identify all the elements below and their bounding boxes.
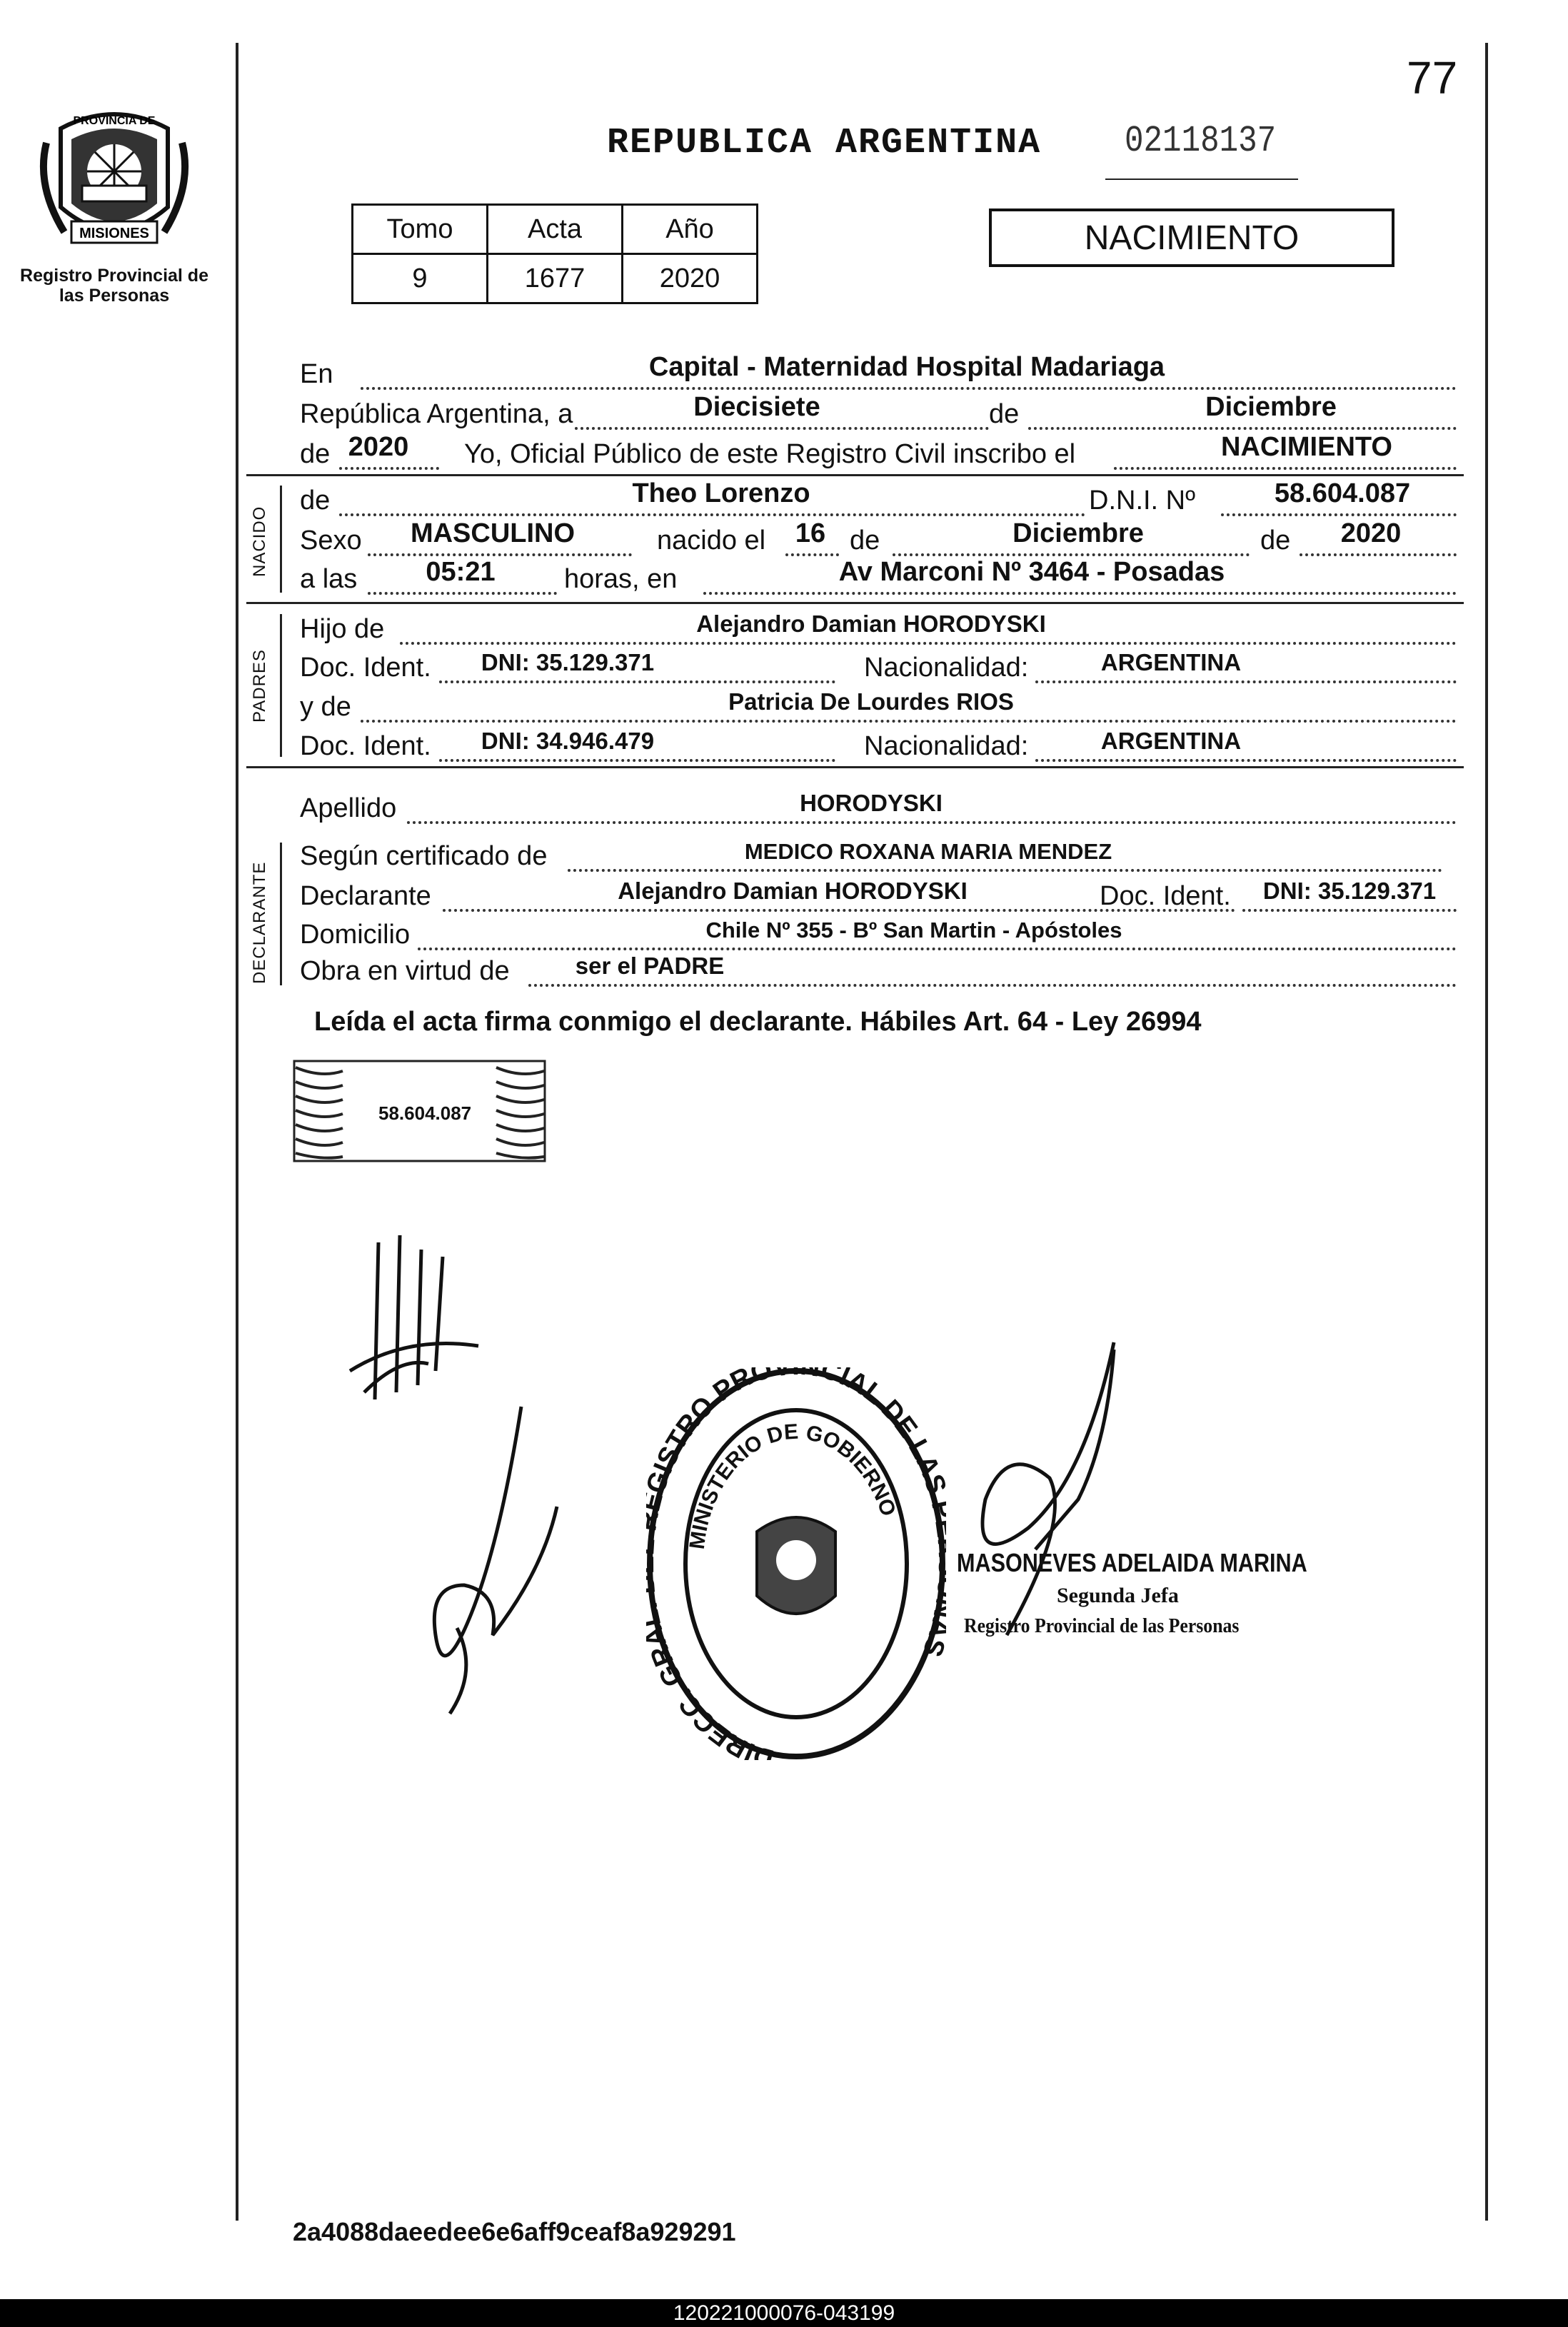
- dots: [785, 553, 839, 556]
- row-surname: [300, 791, 1457, 827]
- table-value-anio: 2020: [623, 254, 758, 303]
- logo-caption: Registro Provincial de las Personas: [20, 266, 208, 306]
- label-nacido-el: nacido el: [657, 526, 766, 556]
- serial-underline: [1105, 179, 1298, 180]
- row-father-doc: [300, 650, 1457, 686]
- label-obra: Obra en virtud de: [300, 956, 510, 986]
- value-father-doc: DNI: 35.129.371: [481, 649, 655, 675]
- dots: [568, 869, 1442, 872]
- record-type-box: NACIMIENTO: [989, 208, 1394, 267]
- value-time: 05:21: [426, 557, 496, 587]
- divider: [246, 602, 1464, 604]
- section-bracket: [280, 843, 282, 985]
- dots: [528, 984, 1457, 987]
- value-virtue: ser el PADRE: [575, 953, 725, 979]
- divider: [246, 474, 1464, 476]
- value-act: NACIMIENTO: [1221, 432, 1392, 462]
- official-stamp: [646, 1367, 946, 1760]
- value-address: Chile Nº 355 - Bº San Martin - Apóstoles: [705, 918, 1122, 943]
- value-place: Capital - Maternidad Hospital Madariaga: [648, 352, 1165, 382]
- label-de-2: de: [850, 526, 880, 556]
- table-header-anio: Año: [623, 205, 758, 254]
- label-de: de: [989, 399, 1020, 429]
- country-title: REPUBLICA ARGENTINA: [607, 123, 1042, 164]
- dots: [893, 553, 1250, 556]
- official-office: Registro Provincial de las Personas: [964, 1615, 1240, 1637]
- section-label-padres: PADRES: [250, 649, 269, 723]
- label-official: Yo, Oficial Público de este Registro Civil inscribo el: [464, 439, 1076, 469]
- footer-id: 120221000076-043199: [0, 2299, 1568, 2327]
- official-title: Segunda Jefa: [1057, 1584, 1179, 1607]
- value-mother-nat: ARGENTINA: [1100, 728, 1242, 754]
- dots: [1035, 680, 1457, 683]
- dots: [368, 592, 557, 595]
- value-birth-year: 2020: [1340, 518, 1402, 548]
- section-label-nacido: NACIDO: [250, 506, 269, 577]
- table-header-tomo: Tomo: [353, 205, 488, 254]
- logo-bottom-text: MISIONES: [79, 226, 149, 241]
- dots: [407, 821, 1457, 824]
- serial-number: 02118137: [1125, 120, 1277, 162]
- dots: [339, 467, 439, 470]
- label-doc-ident: Doc. Ident.: [300, 653, 431, 683]
- value-birth-place: Av Marconi Nº 3464 - Posadas: [838, 557, 1225, 587]
- dots: [703, 592, 1457, 595]
- label-de: de: [300, 486, 331, 516]
- label-hijo-de: Hijo de: [300, 614, 385, 644]
- value-father: Alejandro Damian HORODYSKI: [696, 610, 1046, 637]
- label-declarante: Declarante: [300, 881, 431, 911]
- row-en: [300, 352, 1457, 393]
- official-name: MASONEVES ADELAIDA MARINA: [957, 1548, 1307, 1577]
- footnote-text: Leída el acta firma conmigo el declarante. Hábiles Art. 64 - Ley 26994: [314, 1007, 1202, 1037]
- dots: [400, 642, 1457, 645]
- label-apellido: Apellido: [300, 793, 397, 823]
- section-bracket: [280, 486, 282, 593]
- document-hash: 2a4088daeedee6e6aff9ceaf8a929291: [293, 2217, 736, 2246]
- row-birth-time: [300, 557, 1457, 598]
- row-official: [300, 432, 1457, 473]
- dots: [1114, 467, 1457, 470]
- row-virtue: [300, 954, 1457, 990]
- province-logo: [32, 100, 196, 264]
- label-nacionalidad: Nacionalidad:: [864, 731, 1029, 761]
- logo-top-text: PROVINCIA DE: [73, 115, 156, 127]
- label-doc-ident: Doc. Ident.: [1100, 881, 1231, 911]
- left-margin-line: [236, 43, 238, 2221]
- dots: [575, 427, 989, 430]
- dots: [439, 680, 835, 683]
- label-domicilio: Domicilio: [300, 920, 411, 950]
- row-mother: [300, 690, 1457, 725]
- section-label-declarante: DECLARANTE: [250, 861, 269, 984]
- label-de: de: [300, 439, 331, 469]
- value-mother-doc: DNI: 34.946.479: [481, 728, 655, 754]
- row-cert: [300, 839, 1457, 875]
- dots: [368, 553, 632, 556]
- value-declarant-name: Alejandro Damian HORODYSKI: [618, 878, 968, 904]
- signature-declarant: [336, 1228, 493, 1414]
- dots: [1028, 427, 1457, 430]
- table-value-acta: 1677: [488, 254, 623, 303]
- dots: [1242, 909, 1457, 912]
- label-a-las: a las: [300, 564, 358, 594]
- section-bracket: [280, 614, 282, 757]
- label-horas: horas, en: [564, 564, 678, 594]
- row-declarant: [300, 879, 1457, 915]
- table-value-tomo: 9: [353, 254, 488, 303]
- dots: [1035, 759, 1457, 762]
- dots: [361, 720, 1457, 723]
- row-birth: [300, 518, 1457, 559]
- value-mother: Patricia De Lourdes RIOS: [728, 688, 1014, 715]
- value-month: Diciembre: [1205, 392, 1337, 422]
- row-father: [300, 612, 1457, 648]
- label-doc-ident: Doc. Ident.: [300, 731, 431, 761]
- value-birth-day: 16: [795, 518, 826, 548]
- value-year: 2020: [348, 432, 409, 462]
- dots: [418, 948, 1457, 950]
- row-mother-doc: [300, 729, 1457, 765]
- value-birth-month: Diciembre: [1012, 518, 1144, 548]
- value-father-nat: ARGENTINA: [1100, 649, 1242, 675]
- stamp-inner-text: MINISTERIO DE GOBIERNO: [685, 1419, 900, 1551]
- label-sexo: Sexo: [300, 526, 362, 556]
- label-segun-certificado: Según certificado de: [300, 841, 548, 871]
- fingerprint-label: 58.604.087: [378, 1102, 472, 1124]
- label-nacionalidad: Nacionalidad:: [864, 653, 1029, 683]
- table-header-acta: Acta: [488, 205, 623, 254]
- dots: [361, 387, 1457, 390]
- dots: [1300, 553, 1457, 556]
- value-day: Diecisiete: [693, 392, 820, 422]
- row-address: [300, 918, 1457, 953]
- value-surname: HORODYSKI: [800, 790, 943, 816]
- value-child-name: Theo Lorenzo: [632, 478, 810, 508]
- signature-official-right: [943, 1335, 1171, 1707]
- page-number: 77: [1407, 52, 1458, 104]
- label-de-3: de: [1260, 526, 1291, 556]
- dots: [339, 513, 1085, 516]
- label-en: En: [300, 359, 333, 389]
- stamp-ring-text: DIRECC. GR ISTRO PRO CIAL DE LA: [646, 1367, 946, 1760]
- row-child-name: [300, 478, 1457, 519]
- label-republic: República Argentina, a: [300, 399, 573, 429]
- label-y-de: y de: [300, 692, 351, 722]
- dots: [439, 759, 835, 762]
- dots: [1221, 513, 1457, 516]
- value-declarant-doc: DNI: 35.129.371: [1262, 878, 1437, 904]
- record-table: [351, 203, 758, 304]
- value-cert: MEDICO ROXANA MARIA MENDEZ: [744, 839, 1112, 864]
- label-dni: D.N.I. Nº: [1089, 486, 1195, 516]
- value-child-dni: 58.604.087: [1274, 478, 1411, 508]
- right-margin-line: [1485, 43, 1488, 2221]
- fingerprint-box: [293, 1050, 546, 1170]
- divider: [246, 766, 1464, 768]
- row-date: [300, 392, 1457, 433]
- signature-official-left: [414, 1399, 586, 1728]
- value-sexo: MASCULINO: [410, 518, 576, 548]
